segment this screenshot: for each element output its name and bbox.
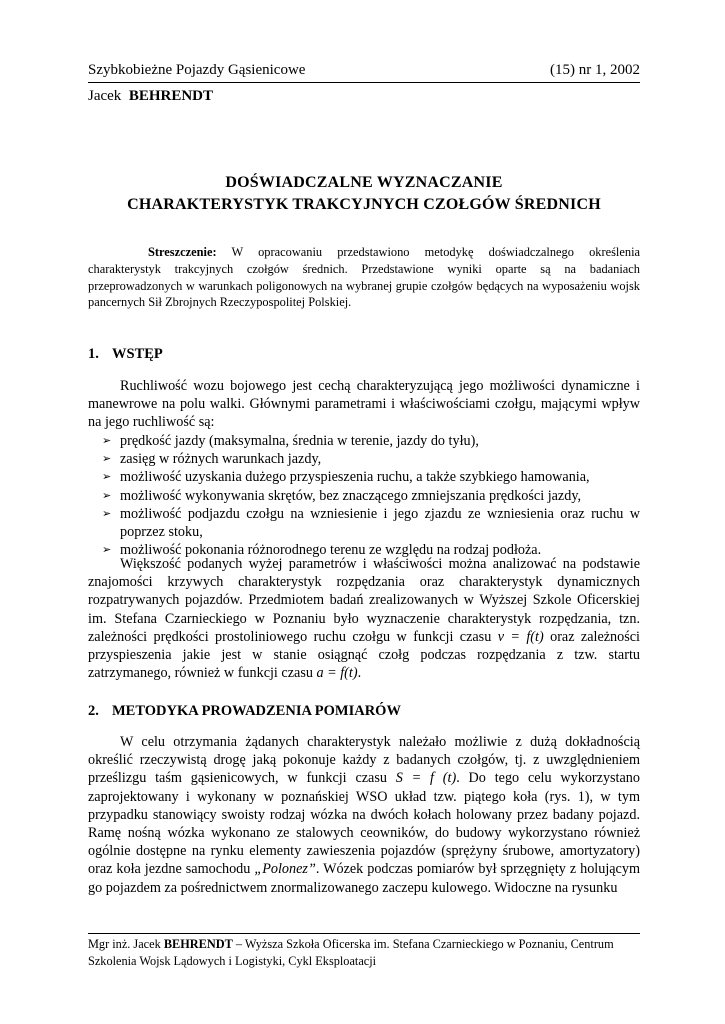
footnote-author-name: BEHRENDT (163, 937, 233, 951)
mobility-parameter-list (102, 432, 640, 559)
running-header (88, 60, 640, 83)
author-first-name: Jacek (88, 88, 122, 104)
section-1-number: 1. (88, 346, 99, 362)
author-footnote: Mgr inż. Jacek BEHRENDT – Wyższa Szkoła Oficerska im. Stefana Czarnieckiego w Poznaniu, Centrum Szkolenia Wojsk Lądowych i Logistyki, Cykl Eksploatacji (88, 933, 640, 969)
car-name: „Polonez” (254, 861, 316, 878)
formula-velocity: v = f(t) (497, 628, 544, 645)
arrow-bullet-icon: ➢ (102, 544, 112, 557)
list-item: ➢ możliwość podjazdu czołgu na wzniesienie i jego zjazdu ze wzniesienia oraz ruchu w poprzez stoku, (102, 505, 640, 541)
author-line (88, 88, 213, 105)
title-line-1: DOŚWIADCZALNE WYZNACZANIE (225, 174, 503, 191)
arrow-bullet-icon: ➢ (102, 453, 112, 466)
list-item: ➢ możliwość uzyskania dużego przyspieszenia ruchu, a także szybkiego hamowania, (102, 469, 590, 486)
abstract-label: Streszczenie: (148, 245, 217, 259)
arrow-bullet-icon: ➢ (102, 489, 112, 502)
section-1-heading (88, 346, 163, 363)
arrow-bullet-icon: ➢ (102, 435, 112, 447)
arrow-bullet-icon: ➢ (102, 507, 112, 520)
list-item: ➢ możliwość pokonania różnorodnego terenu ze względu na rodzaj podłoża. (102, 542, 542, 559)
section-2-heading (88, 703, 401, 720)
abstract-text: W opracowaniu przedstawiono metodykę doświadczalnego określenia charakterystyk trakcyjnych czołgów średnich. Przedstawione wyniki oparte są na badaniach przeprowadzonych w warunkach poligonowych na wybranej grupie czołgów będących na wyposażeniu wojsk pancernych Sił Zbrojnych Rzeczypospolitej Polskiej. (88, 245, 641, 310)
arrow-bullet-icon: ➢ (102, 471, 112, 484)
formula-distance: S = f (t) (395, 770, 457, 787)
paper-title (88, 172, 640, 216)
section-1-intro (88, 377, 640, 432)
list-item: ➢ prędkość jazdy (maksymalna, średnia w terenie, jazdy do tyłu), (102, 433, 479, 449)
journal-name: Szybkobieżne Pojazdy Gąsienicowe (88, 62, 306, 78)
list-item: ➢ zasięg w różnych warunkach jazdy, (102, 451, 322, 468)
title-line-2: CHARAKTERYSTYK TRAKCYJNYCH CZOŁGÓW ŚREDNICH (127, 196, 601, 213)
formula-acceleration: a = f(t) (316, 665, 358, 682)
section-2-number: 2. (88, 703, 99, 719)
section-2-paragraph: W celu otrzymania żądanych charakterystyk należało możliwie z dużą dokładnością określić rzeczywistą drogę jaką pokonuje każdy z badanych czołgów, tj. z uwzględnieniem prześlizgu taśm gąsienicowych, w funkcji czasu S = f (t). Do tego celu wykorzystano zaprojektowany i wykonany w poznańskiej WSO układ tzw. piątego koła (rys. 1), w tym przypadku stanowiący swoisty rodzaj wózka na dwóch kołach holowany przez badany pojazd. Ramę nośną wózka wykonano ze stalowych ceowników, do budowy wykorzystano również ogólnie dostępne na rynku elementy zawieszenia pojazdów (sprężyny śrubowe, amortyzatory) oraz koła jezdne samochodu „Polonez”. Wózek podczas pomiarów był sprzęgnięty z holującym go pojazdem za pośrednictwem znormalizowanego zaczepu kulowego. Widoczne na rysunku (88, 734, 640, 896)
author-last-name: BEHRENDT (128, 88, 213, 104)
section-1-paragraph-2: Większość podanych wyżej parametrów i właściwości można analizować na podstawie znajomości krzywych charakterystyk rozpędzania oraz charakterystyk dynamicznych rozpatrywanych pojazdów. Przedmiotem badań zrealizowanych w Wyższej Szkole Oficerskiej im. Stefana Czarnieckiego w Poznaniu było wyznaczenie charakterystyk rozpędzania, tzn. zależności prędkości prostoliniowego ruchu czołgu w funkcji czasu v = f(t) oraz zależności przyspieszenia jakie jest w stanie osiągnąć czołg podczas rozpędzania z tzw. startu zatrzymanego, również w funkcji czasu a = f(t). (88, 556, 640, 682)
issue-number: (15) nr 1, 2002 (550, 62, 640, 78)
section-1-title: WSTĘP (112, 346, 163, 362)
section-1-intro-text: Ruchliwość wozu bojowego jest cechą charakteryzującą jego możliwości dynamiczne i manewrowe na polu walki. Głównymi parametrami i właściwościami czołgu, mającymi wpływ na jego ruchliwość są: (88, 378, 640, 431)
list-item: ➢ możliwość wykonywania skrętów, bez znaczącego zmniejszania prędkości jazdy, (102, 487, 582, 504)
abstract (88, 244, 640, 311)
section-2-title: METODYKA PROWADZENIA POMIARÓW (112, 703, 401, 719)
